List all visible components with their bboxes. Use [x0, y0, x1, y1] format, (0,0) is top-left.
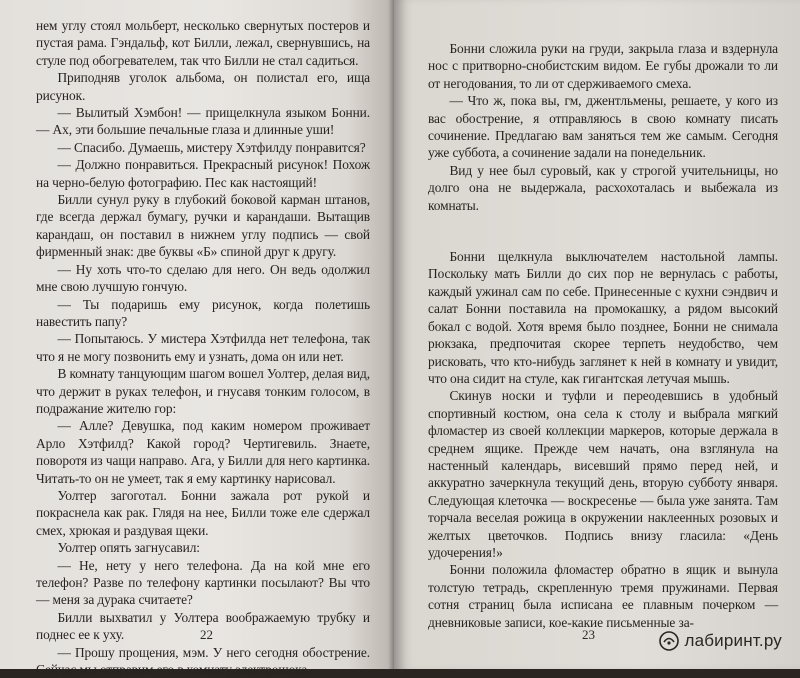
- paragraph: — Ну хоть что-то сделаю для него. Он ведь одолжил мне свою лучшую гончую.: [36, 261, 370, 295]
- right-page-text: [428, 40, 778, 631]
- page-number-right: 23: [582, 627, 595, 642]
- page-number-left: 22: [200, 627, 213, 642]
- paragraph: — Спасибо. Думаешь, мистеру Хэтфилду понравится?: [57, 139, 366, 155]
- paragraph: Уолтер загоготал. Бонни зажала рот рукой и покраснела как рак. Глядя на нее, Билли тоже еле сдержал смех, хрюкая и раздувая щеки.: [36, 487, 370, 538]
- labirint-logo-icon: [659, 631, 679, 651]
- paragraph: Бонни сложила руки на груди, закрыла глаза и вздернула нос с притворно-снобистским видом. Ее губы дрожали то ли от негодования, то ли от сдерживаемого смеха.: [428, 41, 778, 91]
- paragraph: Билли выхватил у Уолтера воображаемую трубку и поднес ее к уху.: [36, 609, 370, 643]
- paragraph: В комнату танцующим шагом вошел Уолтер, делая вид, что держит в руках телефон, и гнусавя тонким голосом, в подражание жителю гор:: [36, 366, 371, 416]
- paragraph: Бонни положила фломастер обратно в ящик и вынула толстую тетрадь, скрепленную тремя пружинами. Первая сотня страниц была исписана ее плавным почерком — дневниковые записи, кое-какие письменные за-: [428, 562, 778, 630]
- paragraph: Бонни щелкнула выключателем настольной лампы. Поскольку мать Билли до сих пор не вернулась с работы, каждый ужинал сам по себе. Принесенные с кухни сэндвич и салат Бонни поставила на промокашку, а рядом высокий бокал с водой. Хотя время было позднее, Бонни не снимала рюкзака, предпочитая скорее терпеть неудобство, чем рисковать, что кто-нибудь заглянет к ней в комнату и увидит, что она сидит на стуле, как гигантская летучая мышь.: [428, 249, 778, 386]
- paragraph: Скинув носки и туфли и переодевшись в удобный спортивный костюм, она села к столу и выбрала мягкий фломастер из своей коллекции маркеров, которые держала в среднем ящике. Прежде чем начать, она взглянула на настенный календарь, висевший прямо перед ней, и аккуратно зачеркнула текущий день, вторую субботу января. Следующая клеточка — воскресенье — была уже занята. Там торчала веселая рожица в окружении наклеенных розовых и желтых цветочков. Подпись внизу гласила: «День удочерения!»: [428, 388, 778, 560]
- paragraph: Вид у нее был суровый, как у строгой учительницы, но долго она не выдержала, расхохоталась и выбежала из комнаты.: [428, 162, 778, 213]
- paragraph: — Прошу прощения, мэм. У него сегодня обострение. Сейчас мы отправим его в комнату электрошока.: [36, 644, 370, 678]
- paragraph: — Не, нету у него телефона. Да на кой мне его телефон? Разве по телефону картинки посылают? Вы что — меня за дурака считаете?: [36, 557, 370, 608]
- left-page: [0, 0, 394, 678]
- left-page-text: [36, 17, 370, 678]
- paragraph: — Ты подаришь ему рисунок, когда полетишь навестить папу?: [36, 296, 370, 329]
- paragraph: — Вылитый Хэмбон! — прищелкнула языком Бонни. — Ах, эти большие печальные глаза и длинные уши!: [36, 105, 370, 138]
- right-page: [394, 0, 800, 669]
- paragraph: — Что ж, пока вы, гм, джентльмены, решаете, у кого из вас обострение, я отправляюсь в свою комнату писать сочинение. Предлагаю вам заняться тем же самым. Сегодня уже суббота, а сочинение задали на понедельник.: [428, 93, 778, 161]
- paragraph: — Попытаюсь. У мистера Хэтфилда нет телефона, так что я не могу позвонить ему и узнать, дома он или нет.: [36, 331, 370, 364]
- paragraph: Уолтер опять загнусавил:: [57, 540, 200, 556]
- section-break: [428, 214, 778, 248]
- paragraph: — Должно понравиться. Прекрасный рисунок! Похож на черно-белую фотографию. Пес как настоящий!: [36, 157, 370, 190]
- paragraph: Билли сунул руку в глубокий боковой карман штанов, где всегда держал бумагу, ручки и карандаши. Вытащив карандаш, он поставил в нижнем углу подпись — свой фирменный знак: две буквы «Б» спиной друг к другу.: [36, 192, 370, 260]
- watermark-text: лабиринт.ру: [684, 631, 782, 650]
- watermark: [659, 631, 782, 651]
- paragraph: Приподняв уголок альбома, он полистал его, ища рисунок.: [36, 70, 370, 103]
- paragraph: нем углу стоял мольберт, несколько свернутых постеров и пустая рама. Гэндальф, кот Билли, лежал, свернувшись, на стуле под обогревателем, так что Билли не стал садиться.: [36, 18, 370, 68]
- paragraph: — Алле? Девушка, под каким номером проживает Арло Хэтфилд? Какой город? Чертигевиль. Знаете, поворотя из чащи направо. Ага, у Билли для него картинка. Читать-то он не умеет, так я ему картинку нарисовал.: [36, 418, 370, 486]
